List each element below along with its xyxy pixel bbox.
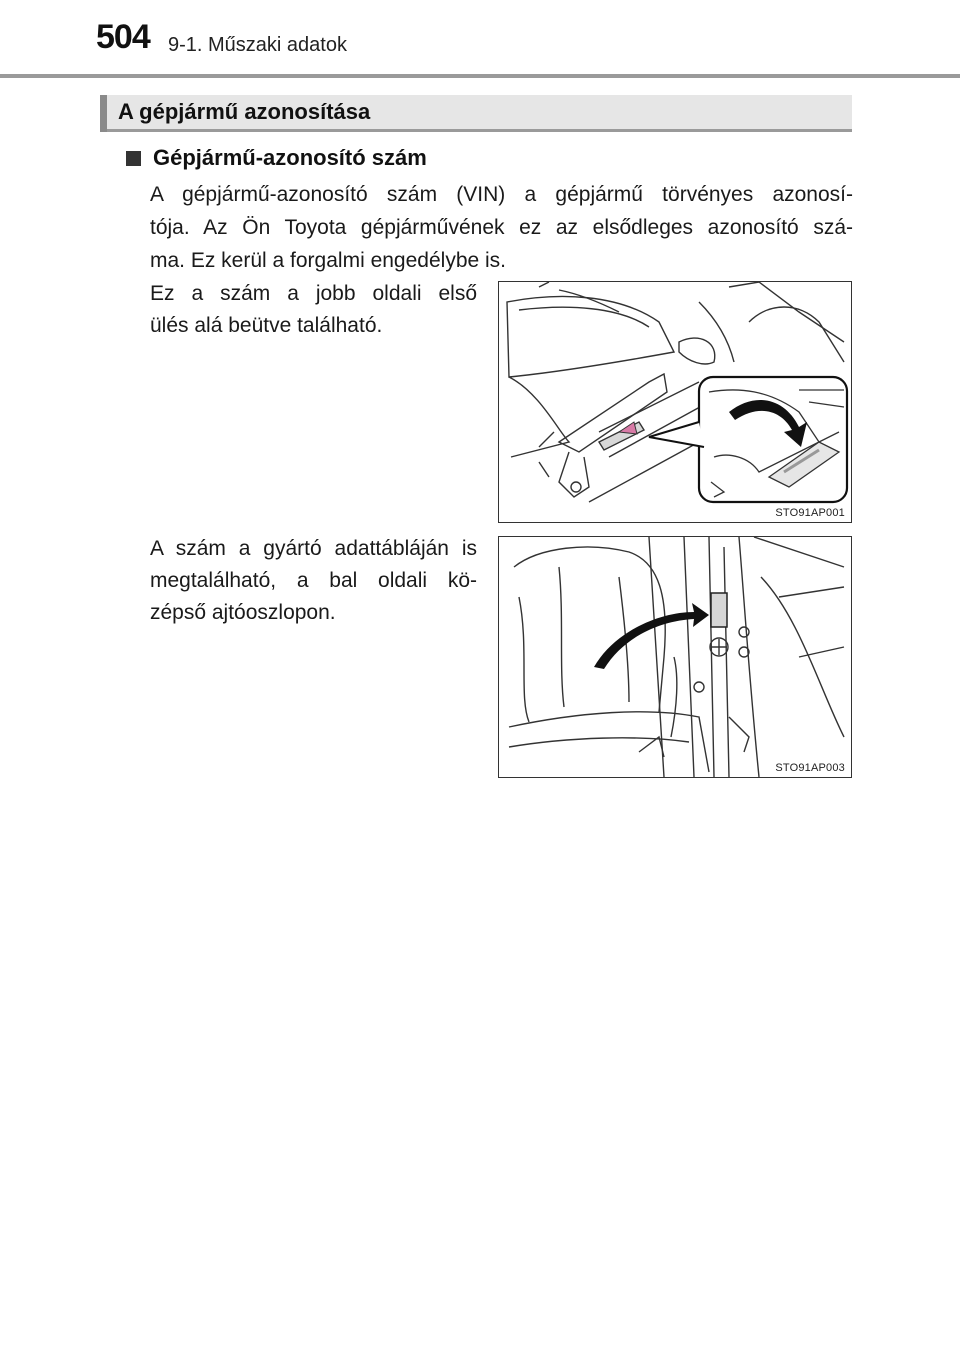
caption-line: A szám a gyártó adattábláján is [150, 537, 477, 560]
paragraph-line: ma. Ez kerül a forgalmi engedélybe is. [150, 249, 507, 272]
paragraph-line: A gépjármű-azonosító szám (VIN) a gépjármű törvényes azonosí- [150, 183, 853, 206]
header-rule [0, 74, 960, 78]
section-title: A gépjármű azonosítása [118, 99, 371, 124]
intro-paragraph [150, 178, 853, 277]
subsection-title: Gépjármű-azonosító szám [153, 145, 427, 170]
pillar-illustration-drawing [499, 537, 851, 777]
subsection-heading [126, 145, 427, 171]
paragraph-line: tója. Az Ön Toyota gépjárművének ez az elsődleges azonosító szá- [150, 216, 853, 239]
section-heading-bar [100, 95, 852, 132]
caption-line: Ez a szám a jobb oldali első [150, 282, 477, 305]
page-number: 504 [96, 18, 150, 56]
pillar-vin-illustration [498, 536, 852, 778]
caption-line: megtalálható, a bal oldali kö- [150, 569, 477, 592]
figure-code: STO91AP001 [775, 507, 845, 519]
caption-line: zépső ajtóoszlopon. [150, 601, 336, 624]
square-bullet-icon [126, 151, 141, 166]
figure-code: STO91AP003 [775, 762, 845, 774]
seat-vin-illustration [498, 281, 852, 523]
caption-line: ülés alá beütve található. [150, 314, 383, 337]
figure-1-caption [150, 278, 477, 342]
seat-illustration-drawing [499, 282, 851, 522]
chapter-title: 9-1. Műszaki adatok [168, 34, 347, 56]
figure-2-caption [150, 533, 477, 629]
section-accent [100, 95, 107, 132]
